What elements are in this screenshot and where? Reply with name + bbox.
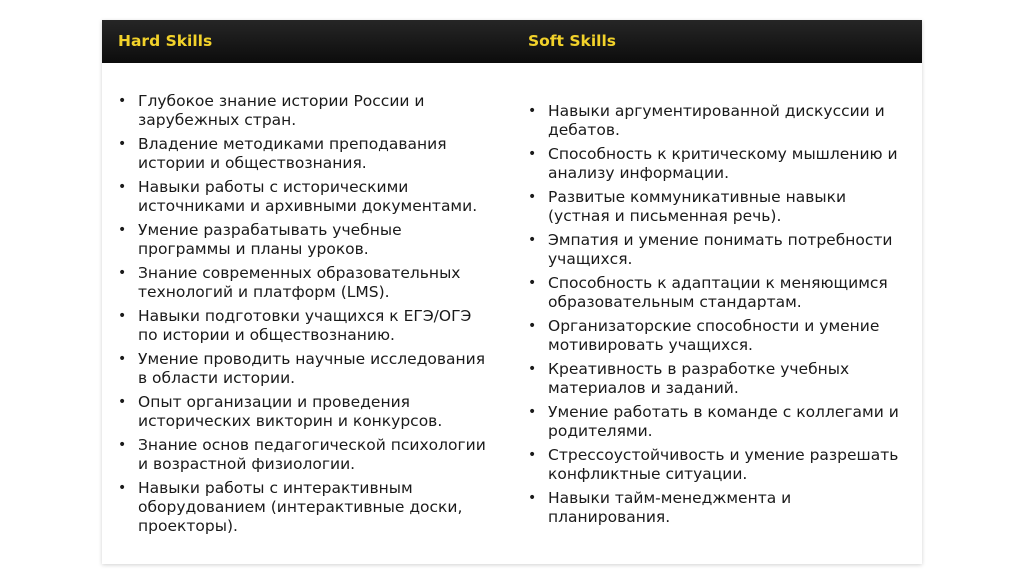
soft-skills-heading: Soft Skills: [528, 32, 616, 50]
list-item: [118, 350, 490, 388]
hard-skill-text: Навыки работы с интерактивным оборудованием (интерактивные доски, проекторы).: [138, 479, 463, 535]
hard-skill-text: Знание современных образовательных технологий и платформ (LMS).: [138, 264, 461, 301]
list-item: [528, 403, 900, 441]
soft-skill-text: Навыки тайм-менеджмента и планирования.: [548, 489, 792, 526]
skills-table: [102, 20, 922, 564]
bullet-icon: •: [528, 361, 537, 377]
list-item: [118, 307, 490, 345]
list-item: [528, 446, 900, 484]
list-item: [528, 360, 900, 398]
hard-skill-text: Знание основ педагогической психологии и возрастной физиологии.: [138, 436, 486, 473]
bullet-icon: •: [118, 437, 127, 453]
hard-skill-text: Опыт организации и проведения исторических викторин и конкурсов.: [138, 393, 443, 430]
hard-skill-text: Владение методиками преподавания истории и обществознания.: [138, 135, 447, 172]
list-item: [118, 479, 490, 536]
bullet-icon: •: [118, 93, 127, 109]
bullet-icon: •: [118, 222, 127, 238]
hard-skills-column: [118, 92, 490, 541]
list-item: [118, 178, 490, 216]
list-item: [528, 145, 900, 183]
list-item: [528, 231, 900, 269]
bullet-icon: •: [118, 136, 127, 152]
hard-skills-list: [118, 92, 490, 536]
soft-skill-text: Стрессоустойчивость и умение разрешать конфликтные ситуации.: [548, 446, 899, 483]
hard-skill-text: Умение разрабатывать учебные программы и планы уроков.: [138, 221, 402, 258]
list-item: [528, 188, 900, 226]
hard-skill-text: Навыки подготовки учащихся к ЕГЭ/ОГЭ по истории и обществознанию.: [138, 307, 472, 344]
list-item: [528, 274, 900, 312]
table-header: [102, 20, 922, 63]
bullet-icon: •: [118, 308, 127, 324]
list-item: [528, 489, 900, 527]
soft-skill-text: Развитые коммуникативные навыки (устная и письменная речь).: [548, 188, 847, 225]
bullet-icon: •: [118, 394, 127, 410]
list-item: [528, 317, 900, 355]
soft-skill-text: Способность к критическому мышлению и анализу информации.: [548, 145, 898, 182]
bullet-icon: •: [528, 490, 537, 506]
list-item: [118, 135, 490, 173]
bullet-icon: •: [528, 189, 537, 205]
soft-skill-text: Умение работать в команде с коллегами и родителями.: [548, 403, 899, 440]
soft-skill-text: Эмпатия и умение понимать потребности учащихся.: [548, 231, 893, 268]
bullet-icon: •: [118, 480, 127, 496]
soft-skills-column: [528, 102, 900, 532]
bullet-icon: •: [528, 232, 537, 248]
bullet-icon: •: [118, 265, 127, 281]
bullet-icon: •: [528, 146, 537, 162]
soft-skill-text: Креативность в разработке учебных материалов и заданий.: [548, 360, 850, 397]
bullet-icon: •: [528, 404, 537, 420]
soft-skill-text: Навыки аргументированной дискуссии и дебатов.: [548, 102, 885, 139]
hard-skills-heading: Hard Skills: [118, 32, 213, 50]
list-item: [118, 436, 490, 474]
bullet-icon: •: [528, 318, 537, 334]
bullet-icon: •: [528, 447, 537, 463]
bullet-icon: •: [118, 351, 127, 367]
list-item: [528, 102, 900, 140]
list-item: [118, 393, 490, 431]
bullet-icon: •: [528, 103, 537, 119]
list-item: [118, 221, 490, 259]
hard-skill-text: Умение проводить научные исследования в области истории.: [138, 350, 486, 387]
bullet-icon: •: [528, 275, 537, 291]
list-item: [118, 92, 490, 130]
soft-skill-text: Организаторские способности и умение мотивировать учащихся.: [548, 317, 880, 354]
soft-skills-list: [528, 102, 900, 527]
hard-skill-text: Навыки работы с историческими источниками и архивными документами.: [138, 178, 478, 215]
soft-skill-text: Способность к адаптации к меняющимся образовательным стандартам.: [548, 274, 888, 311]
list-item: [118, 264, 490, 302]
bullet-icon: •: [118, 179, 127, 195]
hard-skill-text: Глубокое знание истории России и зарубежных стран.: [138, 92, 425, 129]
